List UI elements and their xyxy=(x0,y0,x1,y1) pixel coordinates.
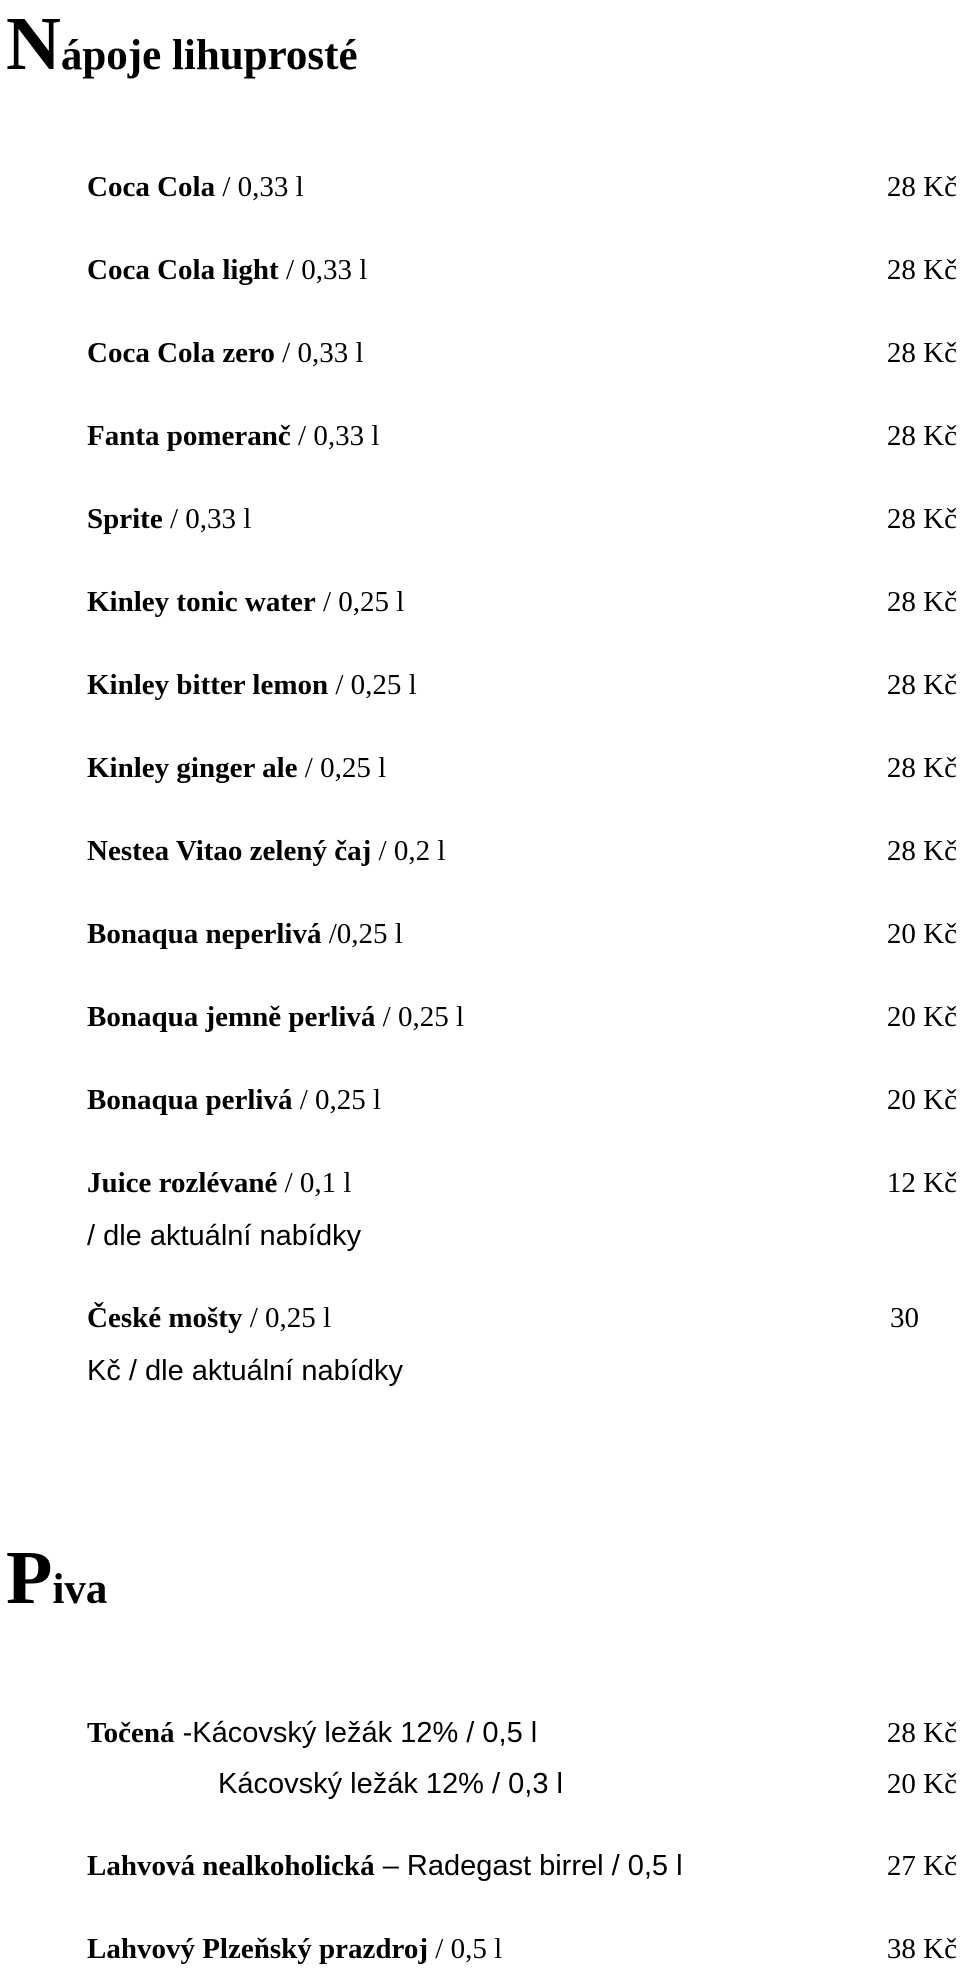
item-note: Kč / dle aktuální nabídky xyxy=(87,1355,403,1387)
menu-item xyxy=(87,1163,957,1203)
section-title-piva: Piva xyxy=(6,1536,108,1620)
item-name: Kinley tonic water xyxy=(87,586,316,618)
item-name: Bonaqua perlivá xyxy=(87,1084,293,1116)
item-price: 28 Kč xyxy=(886,420,957,452)
item-size: / 0,33 l xyxy=(215,171,304,203)
item-size: / 0,25 l xyxy=(315,586,405,618)
item-price: 28 Kč xyxy=(886,586,957,618)
menu-item xyxy=(87,1846,957,1886)
item-price: 38 Kč xyxy=(886,1933,957,1965)
item-size: / 0,33 l xyxy=(290,420,380,452)
menu-item xyxy=(87,499,957,539)
item-price: 20 Kč xyxy=(886,1001,957,1033)
menu-item xyxy=(87,250,957,290)
item-note: / dle aktuální nabídky xyxy=(87,1220,362,1252)
item-size: / 0,25 l xyxy=(292,1084,382,1116)
item-detail: / 0,5 l xyxy=(428,1933,503,1965)
item-size: /0,25 l xyxy=(321,918,403,950)
menu-item xyxy=(87,665,957,705)
menu-item xyxy=(87,333,957,373)
item-price: 30 xyxy=(890,1302,919,1334)
menu-item xyxy=(87,1929,957,1969)
menu-item xyxy=(218,1764,957,1804)
item-size: / 0,2 l xyxy=(371,835,446,867)
item-size: / 0,25 l xyxy=(375,1001,465,1033)
item-size: / 0,33 l xyxy=(162,503,252,535)
item-price: 28 Kč xyxy=(886,669,957,701)
item-size: / 0,33 l xyxy=(274,337,364,369)
item-name: Lahvový Plzeňský prazdroj xyxy=(87,1933,429,1965)
item-name: Točená xyxy=(87,1717,175,1749)
menu-item xyxy=(87,914,957,954)
item-price: 28 Kč xyxy=(886,171,957,203)
item-name: Kinley bitter lemon xyxy=(87,669,329,701)
item-detail: Kácovský ležák 12% / 0,3 l xyxy=(218,1768,563,1800)
item-price: 20 Kč xyxy=(886,918,957,950)
menu-item xyxy=(87,167,957,207)
item-size: / 0,25 l xyxy=(242,1302,332,1334)
item-price: 28 Kč xyxy=(886,1717,957,1749)
item-name: Fanta pomeranč xyxy=(87,420,291,452)
menu-item xyxy=(87,1298,957,1338)
item-price: 28 Kč xyxy=(886,254,957,286)
item-price: 27 Kč xyxy=(886,1850,957,1882)
item-name: České mošty xyxy=(87,1302,243,1334)
item-detail: – Radegast birrel / 0,5 l xyxy=(374,1850,683,1882)
section-title-napoje: Nápoje lihuprosté xyxy=(6,2,358,86)
item-name: Coca Cola light xyxy=(87,254,279,286)
item-price: 28 Kč xyxy=(886,337,957,369)
item-size: / 0,25 l xyxy=(297,752,387,784)
item-price: 28 Kč xyxy=(886,503,957,535)
menu-item xyxy=(87,748,957,788)
item-name: Bonaqua neperlivá xyxy=(87,918,322,950)
item-price: 20 Kč xyxy=(886,1768,957,1800)
item-name: Coca Cola xyxy=(87,171,216,203)
menu-item xyxy=(87,1080,957,1120)
item-name: Lahvová nealkoholická xyxy=(87,1850,375,1882)
menu-item xyxy=(87,831,957,871)
item-price: 28 Kč xyxy=(886,752,957,784)
menu-item xyxy=(87,997,957,1037)
item-price: 12 Kč xyxy=(886,1167,957,1199)
item-size: / 0,33 l xyxy=(278,254,368,286)
item-name: Juice rozlévané xyxy=(87,1167,278,1199)
item-price: 28 Kč xyxy=(886,835,957,867)
menu-item xyxy=(87,1713,957,1753)
item-detail: -Kácovský ležák 12% / 0,5 l xyxy=(174,1717,538,1749)
menu-item xyxy=(87,416,957,456)
item-name: Kinley ginger ale xyxy=(87,752,298,784)
item-size: / 0,1 l xyxy=(277,1167,352,1199)
item-size: / 0,25 l xyxy=(328,669,417,701)
item-price: 20 Kč xyxy=(886,1084,957,1116)
menu-item xyxy=(87,582,957,622)
item-name: Nestea Vitao zelený čaj xyxy=(87,835,372,867)
item-name: Sprite xyxy=(87,503,163,535)
item-name: Coca Cola zero xyxy=(87,337,275,369)
item-name: Bonaqua jemně perlivá xyxy=(87,1001,376,1033)
